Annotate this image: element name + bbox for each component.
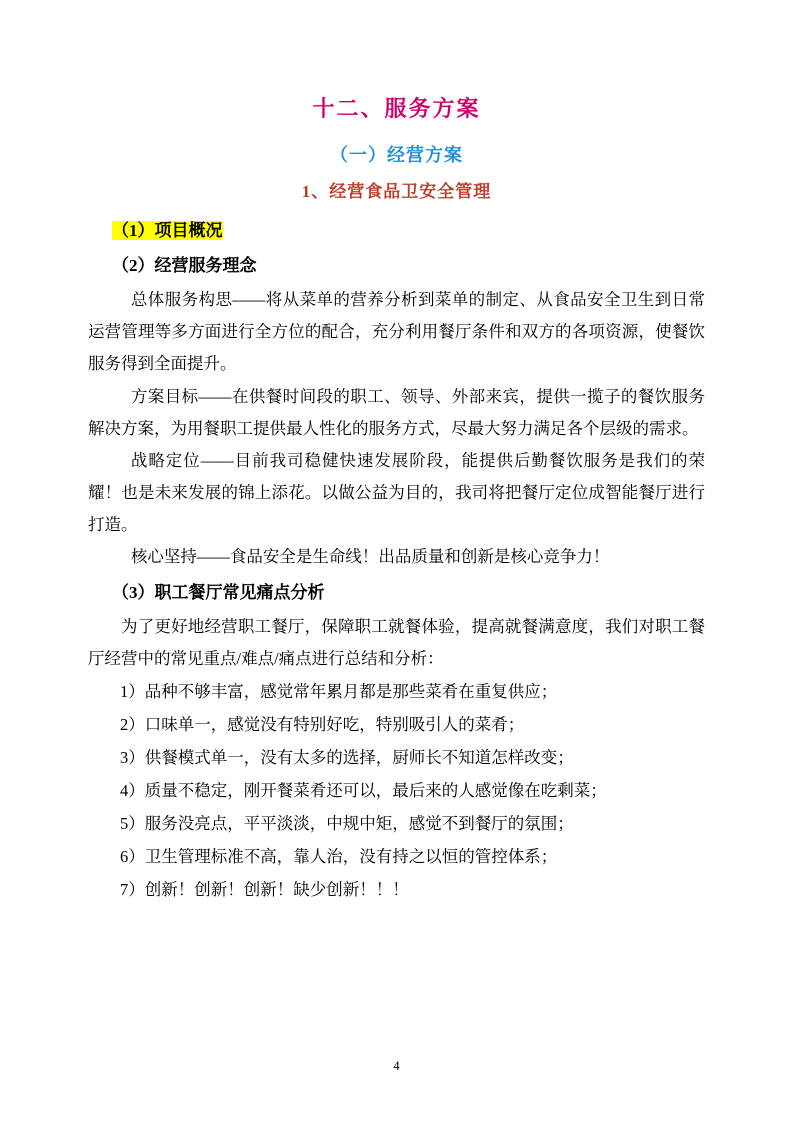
heading-project-overview-text: （1）项目概况 [112,221,223,240]
page-number: 4 [393,1059,400,1073]
section-subtitle-1: （一）经营方案 [330,145,463,165]
list-item: 6）卫生管理标准不高，靠人治，没有持之以恒的管控体系； [120,846,558,866]
heading-pain-point-analysis: （3）职工餐厅常见痛点分析 [112,582,325,602]
paragraph-overall-concept: 总体服务构思——将从菜单的营养分析到菜单的制定、从食品安全卫生到日常运营管理等多方面进行全方位的配合，充分利用餐厅条件和双方的各项资源，使餐饮服务得到全面提升。 [88,290,705,374]
paragraph-analysis-intro: 为了更好地经营职工餐厅，保障职工就餐体验，提高就餐满意度，我们对职工餐厅经营中的常见重点/难点/痛点进行总结和分析： [88,616,705,668]
paragraph-strategic-position: 战略定位——目前我司稳健快速发展阶段，能提供后勤餐饮服务是我们的荣耀！也是未来发展的锦上添花。以做公益为目的，我司将把餐厅定位成智能餐厅进行打造。 [88,450,705,535]
list-item: 3）供餐模式单一，没有太多的选择，厨师长不知道怎样改变； [120,747,574,767]
list-item: 7）创新！创新！创新！缺少创新！！！ [120,879,409,899]
page-title: 十二、服务方案 [312,96,481,121]
heading-project-overview [88,216,705,241]
heading-service-concept: （2）经营服务理念 [112,256,257,275]
section-subtitle-2: 1、经营食品卫安全管理 [301,182,492,201]
paragraph-plan-goal: 方案目标——在供餐时间段的职工、领导、外部来宾，提供一揽子的餐饮服务解决方案，为用餐职工提供最人性化的服务方式，尽最大努力满足各个层级的需求。 [88,386,705,438]
list-item: 4）质量不稳定，刚开餐菜肴还可以，最后来的人感觉像在吃剩菜； [120,780,607,800]
list-item: 1）品种不够丰富，感觉常年累月都是那些菜肴在重复供应； [120,681,558,701]
paragraph-core-insistence: 核心坚持——食品安全是生命线！出品质量和创新是核心竞争力！ [130,547,610,567]
list-item: 2）口味单一，感觉没有特别好吃，特别吸引人的菜肴； [120,714,525,734]
list-item: 5）服务没亮点，平平淡淡，中规中矩，感觉不到餐厅的氛围； [120,813,574,833]
